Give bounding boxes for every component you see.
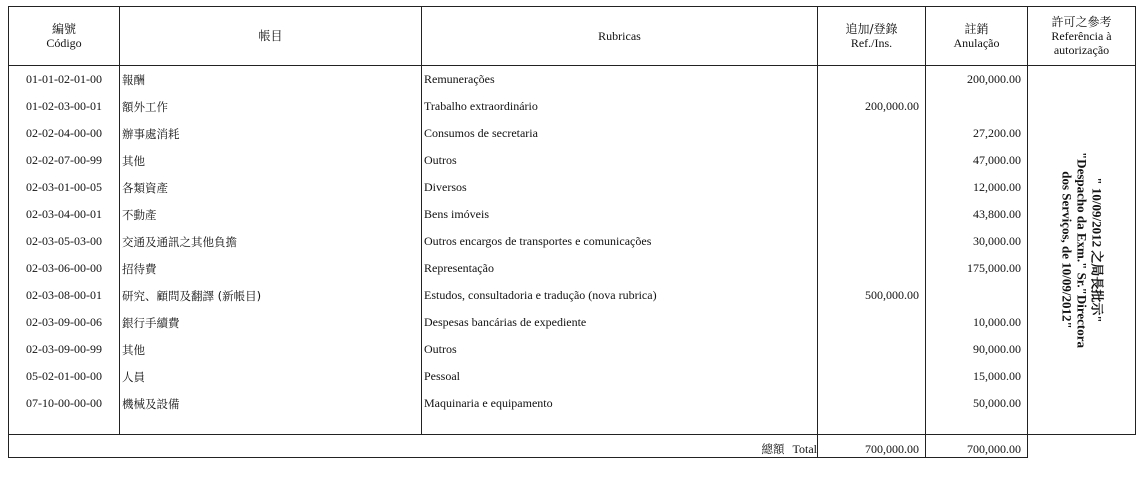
table-row xyxy=(9,255,1136,282)
account-code: 02-03-09-00-06 xyxy=(9,309,120,336)
account-name-cn: 辦事處消耗 xyxy=(120,120,422,147)
ref-amount xyxy=(818,147,926,174)
account-name-cn: 各類資產 xyxy=(120,174,422,201)
account-name-cn: 額外工作 xyxy=(120,93,422,120)
empty-cell xyxy=(926,417,1028,435)
table-row xyxy=(9,201,1136,228)
header-ref-cn: 追加/登錄 xyxy=(845,22,898,36)
account-name-cn: 招待費 xyxy=(120,255,422,282)
rubrica-name: Bens imóveis xyxy=(422,201,818,228)
header-code xyxy=(9,7,120,66)
anul-amount: 50,000.00 xyxy=(926,390,1028,417)
table-row xyxy=(9,66,1136,94)
ref-amount xyxy=(818,255,926,282)
ref-amount: 200,000.00 xyxy=(818,93,926,120)
header-ref xyxy=(818,7,926,66)
account-code: 05-02-01-00-00 xyxy=(9,363,120,390)
account-code: 02-03-08-00-01 xyxy=(9,282,120,309)
ref-amount xyxy=(818,120,926,147)
spacer-row xyxy=(9,417,1136,435)
table-row xyxy=(9,336,1136,363)
header-anul xyxy=(926,7,1028,66)
anul-amount: 15,000.00 xyxy=(926,363,1028,390)
anul-amount: 43,800.00 xyxy=(926,201,1028,228)
account-code: 02-03-05-03-00 xyxy=(9,228,120,255)
header-code-pt: Código xyxy=(46,36,82,50)
total-anul-amount: 700,000.00 xyxy=(926,435,1028,458)
empty-cell xyxy=(9,417,120,435)
table-row xyxy=(9,147,1136,174)
rubrica-name: Despesas bancárias de expediente xyxy=(422,309,818,336)
rubrica-name: Diversos xyxy=(422,174,818,201)
account-name-cn: 不動產 xyxy=(120,201,422,228)
authorization-text xyxy=(1059,152,1104,348)
anul-amount xyxy=(926,93,1028,120)
header-ref-pt: Ref./Ins. xyxy=(850,36,893,50)
table-row xyxy=(9,309,1136,336)
ledger-table xyxy=(8,6,1136,458)
anul-amount: 90,000.00 xyxy=(926,336,1028,363)
account-code: 01-02-03-00-01 xyxy=(9,93,120,120)
header-auth xyxy=(1028,7,1136,66)
rubrica-name: Trabalho extraordinário xyxy=(422,93,818,120)
ref-amount xyxy=(818,363,926,390)
header-account xyxy=(120,7,422,66)
rubrica-name: Outros xyxy=(422,147,818,174)
account-code: 01-01-02-01-00 xyxy=(9,66,120,94)
rubrica-name: Outros xyxy=(422,336,818,363)
rubrica-name: Remunerações xyxy=(422,66,818,94)
total-row xyxy=(9,435,1136,458)
account-name-cn: 其他 xyxy=(120,336,422,363)
ref-amount xyxy=(818,66,926,94)
account-name-cn: 交通及通訊之其他負擔 xyxy=(120,228,422,255)
header-code-cn: 編號 xyxy=(51,22,76,36)
account-code: 02-02-07-00-99 xyxy=(9,147,120,174)
anul-amount: 12,000.00 xyxy=(926,174,1028,201)
table-row xyxy=(9,120,1136,147)
budget-ledger xyxy=(8,6,1135,479)
header-row xyxy=(9,7,1136,66)
empty-cell xyxy=(818,417,926,435)
table-row xyxy=(9,174,1136,201)
account-code: 02-03-09-00-99 xyxy=(9,336,120,363)
ledger-body xyxy=(9,66,1136,458)
anul-amount: 175,000.00 xyxy=(926,255,1028,282)
ref-amount: 500,000.00 xyxy=(818,282,926,309)
empty-cell xyxy=(120,417,422,435)
rubrica-name: Representação xyxy=(422,255,818,282)
anul-amount: 10,000.00 xyxy=(926,309,1028,336)
ref-amount xyxy=(818,390,926,417)
anul-amount: 200,000.00 xyxy=(926,66,1028,94)
table-row xyxy=(9,390,1136,417)
account-code: 07-10-00-00-00 xyxy=(9,390,120,417)
header-auth-pt-1: Referência à xyxy=(1051,29,1112,43)
ref-amount xyxy=(818,228,926,255)
anul-amount: 30,000.00 xyxy=(926,228,1028,255)
rubrica-name: Outros encargos de transportes e comunicações xyxy=(422,228,818,255)
authorization-line1: " 10/09/2012 之局長批示" xyxy=(1089,177,1104,323)
header-rubricas-label: Rubricas xyxy=(598,29,641,43)
total-ref-amount: 700,000.00 xyxy=(818,435,926,458)
ref-amount xyxy=(818,201,926,228)
account-code: 02-03-04-00-01 xyxy=(9,201,120,228)
rubrica-name: Maquinaria e equipamento xyxy=(422,390,818,417)
rubrica-name: Consumos de secretaria xyxy=(422,120,818,147)
header-anul-pt: Anulação xyxy=(953,36,1000,50)
header-anul-cn: 註銷 xyxy=(964,22,989,36)
ref-amount xyxy=(818,309,926,336)
anul-amount: 27,200.00 xyxy=(926,120,1028,147)
authorization-line3: dos Serviços, de 10/09/2012" xyxy=(1059,171,1074,329)
account-name-cn: 銀行手續費 xyxy=(120,309,422,336)
table-row xyxy=(9,282,1136,309)
total-label-cn: 總額 xyxy=(761,442,785,456)
rubrica-name: Pessoal xyxy=(422,363,818,390)
table-row xyxy=(9,93,1136,120)
header-rubricas xyxy=(422,7,818,66)
account-code: 02-02-04-00-00 xyxy=(9,120,120,147)
empty-cell xyxy=(422,417,818,435)
header-account-cn: 帳目 xyxy=(258,29,283,43)
ref-amount xyxy=(818,336,926,363)
account-name-cn: 報酬 xyxy=(120,66,422,94)
account-code: 02-03-01-00-05 xyxy=(9,174,120,201)
account-code: 02-03-06-00-00 xyxy=(9,255,120,282)
table-row xyxy=(9,363,1136,390)
account-name-cn: 研究、顧問及翻譯 (新帳目) xyxy=(120,282,422,309)
ref-amount xyxy=(818,174,926,201)
anul-amount: 47,000.00 xyxy=(926,147,1028,174)
total-label-pt: Total xyxy=(792,442,817,456)
account-name-cn: 機械及設備 xyxy=(120,390,422,417)
header-auth-cn: 許可之參考 xyxy=(1051,15,1112,29)
total-label xyxy=(9,435,818,458)
rubrica-name: Estudos, consultadoria e tradução (nova rubrica) xyxy=(422,282,818,309)
authorization-reference xyxy=(1028,66,1136,435)
anul-amount xyxy=(926,282,1028,309)
authorization-line2: "Despacho da Exm." Sr."Directora xyxy=(1074,151,1089,349)
account-name-cn: 其他 xyxy=(120,147,422,174)
header-auth-pt-2: autorização xyxy=(1053,43,1110,57)
account-name-cn: 人員 xyxy=(120,363,422,390)
table-row xyxy=(9,228,1136,255)
